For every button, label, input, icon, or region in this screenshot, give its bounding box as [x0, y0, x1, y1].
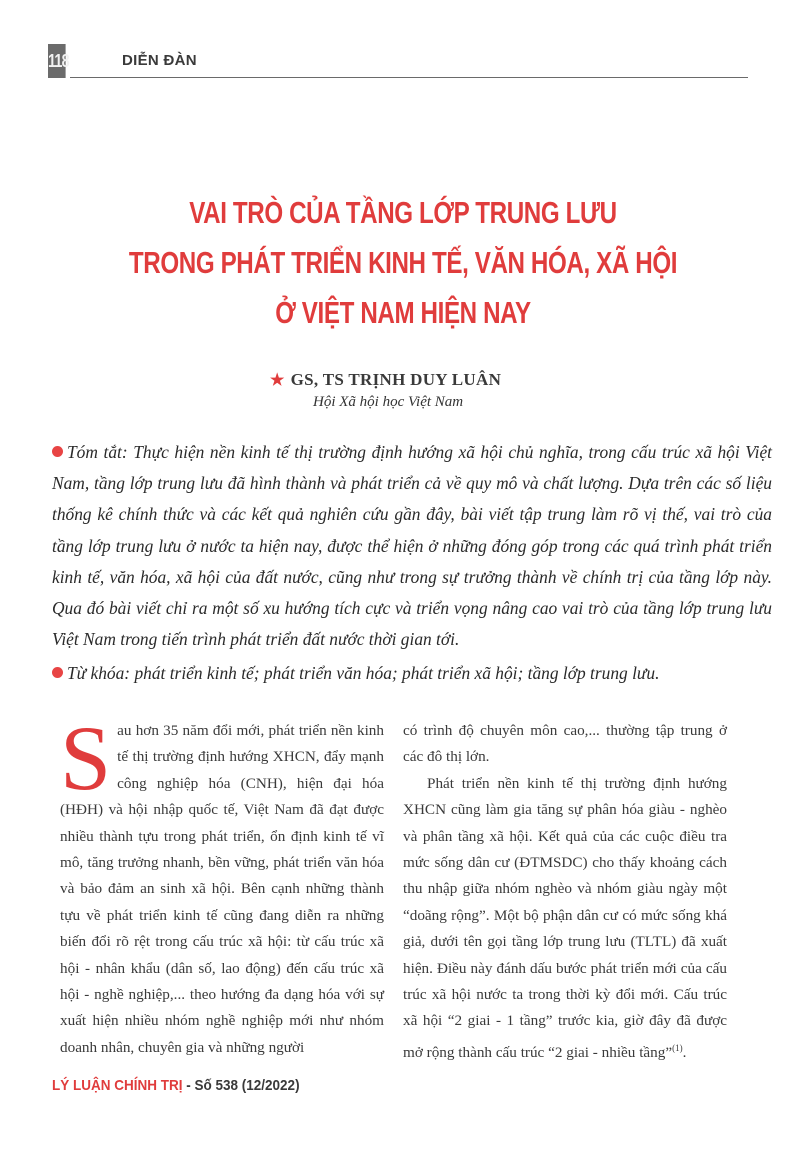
section-label: DIỄN ĐÀN	[122, 52, 197, 69]
title-line-1: VAI TRÒ CỦA TẦNG LỚP TRUNG LƯU	[189, 195, 617, 230]
author-affiliation: Hội Xã hội học Việt Nam	[313, 394, 464, 410]
keywords-text: phát triển kinh tế; phát triển văn hóa; phát triển xã hội; tầng lớp trung lưu.	[130, 663, 660, 683]
page-header	[48, 44, 748, 78]
abstract-text: Thực hiện nền kinh tế thị trường định hướng xã hội chủ nghĩa, trong cấu trúc xã hội Việt Nam, tầng lớp trung lưu đã hình thành và phát triển cả về quy mô và chất lượng. Dựa trên các số liệu thống kê chính thức và các kết quả nghiên cứu gần đây, bài viết tập trung làm rõ vị thế, vai trò của tầng lớp trung lưu ở nước ta hiện nay, được thể hiện ở những đóng góp trong các quá trình phát triển kinh tế, văn hóa, xã hội của đất nước, cũng như trong sự trưởng thành về chính trị của tầng lớp này. Qua đó bài viết chỉ ra một số xu hướng tích cực và triển vọng nâng cao vai trò của tầng lớp trung lưu Việt Nam trong tiến trình phát triển đất nước thời gian tới.	[52, 442, 772, 650]
footnote-ref: (1)	[672, 1042, 683, 1053]
body-paragraph-1: au hơn 35 năm đổi mới, phát triển nền kinh tế thị trường định hướng XHCN, đẩy mạnh công nghiệp hóa (CNH), hiện đại hóa (HĐH) và hội nhập quốc tế, Việt Nam đã đạt được nhiều thành tựu trong phát triển, ổn định kinh tế vĩ mô, tăng trưởng nhanh, bền vững, phát triển văn hóa và bảo đảm an sinh xã hội. Bên cạnh những thành tựu về phát triển kinh tế cũng đang diễn ra những biến đổi rõ rệt trong cấu trúc xã hội: từ cấu trúc xã hội - nhân khẩu (dân số, lao động) đến cấu trúc xã hội - nghề nghiệp,... theo hướng đa dạng hóa với sự xuất hiện nhiều nhóm nghề nghiệp mới như nhóm doanh nhân, chuyên gia và những người	[60, 722, 384, 1056]
bullet-dot-icon	[52, 446, 63, 457]
keywords	[52, 663, 772, 684]
title-line-3: Ở VIỆT NAM HIỆN NAY	[275, 295, 531, 330]
author-block	[270, 370, 590, 411]
page-footer	[52, 1077, 300, 1094]
page-number: 118	[48, 44, 66, 78]
star-icon: ★	[270, 372, 285, 389]
title-line-2: TRONG PHÁT TRIỂN KINH TẾ, VĂN HÓA, XÃ HỘI	[128, 245, 678, 280]
issue-info: - Số 538 (12/2022)	[182, 1077, 300, 1094]
header-divider	[70, 77, 748, 78]
abstract	[52, 437, 772, 655]
abstract-label: Tóm tắt:	[67, 442, 128, 462]
body-column-left	[60, 707, 384, 1061]
body-column-right: có trình độ chuyên môn cao,... thường tập trung ở các đô thị lớn. Phát triển nền kinh tế thị trường định hướng XHCN cũng làm gia tăng sự phân hóa giàu - nghèo và phân tầng xã hội. Kết quả của các cuộc điều tra mức sống dân cư (ĐTMSDC) cho thấy khoảng cách thu nhập giữa nhóm nghèo và nhóm giàu ngày một “doãng rộng”. Một bộ phận dân cư có mức sống khá giả, dưới tên gọi tầng lớp trung lưu (TLTL) đã xuất hiện. Điều này đánh dấu bước phát triển mới của cấu trúc xã hội nước ta trong thời kỳ đổi mới. Cấu trúc xã hội “2 giai - 1 tầng” trước kia, giờ đây đã được mở rộng thành cấu trúc “2 giai - nhiều tầng”$^{(1)}$.	[403, 718, 727, 1066]
author-name: GS, TS TRỊNH DUY LUÂN	[290, 370, 502, 389]
bullet-dot-icon	[52, 667, 63, 678]
body-paragraph-2: Phát triển nền kinh tế thị trường định hướng XHCN cũng làm gia tăng sự phân hóa giàu - nghèo và phân tầng xã hội. Kết quả của các cuộc điều tra mức sống dân cư (ĐTMSDC) cho thấy khoảng cách thu nhập giữa nhóm nghèo và nhóm giàu ngày một “doãng rộng”. Một bộ phận dân cư có mức sống khá giả, dưới tên gọi tầng lớp trung lưu (TLTL) đã xuất hiện. Điều này đánh dấu bước phát triển mới của cấu trúc xã hội nước ta trong thời kỳ đổi mới. Cấu trúc xã hội “2 giai - 1 tầng” trước kia, giờ đây đã được mở rộng thành cấu trúc “2 giai - nhiều tầng”	[403, 774, 727, 1061]
article-title	[40, 188, 766, 338]
keywords-label: Từ khóa:	[67, 663, 131, 683]
journal-name: LÝ LUẬN CHÍNH TRỊ	[52, 1077, 183, 1094]
drop-cap: S	[60, 707, 112, 809]
body-paragraph-1-cont: có trình độ chuyên môn cao,... thường tập trung ở các đô thị lớn.	[403, 722, 727, 766]
